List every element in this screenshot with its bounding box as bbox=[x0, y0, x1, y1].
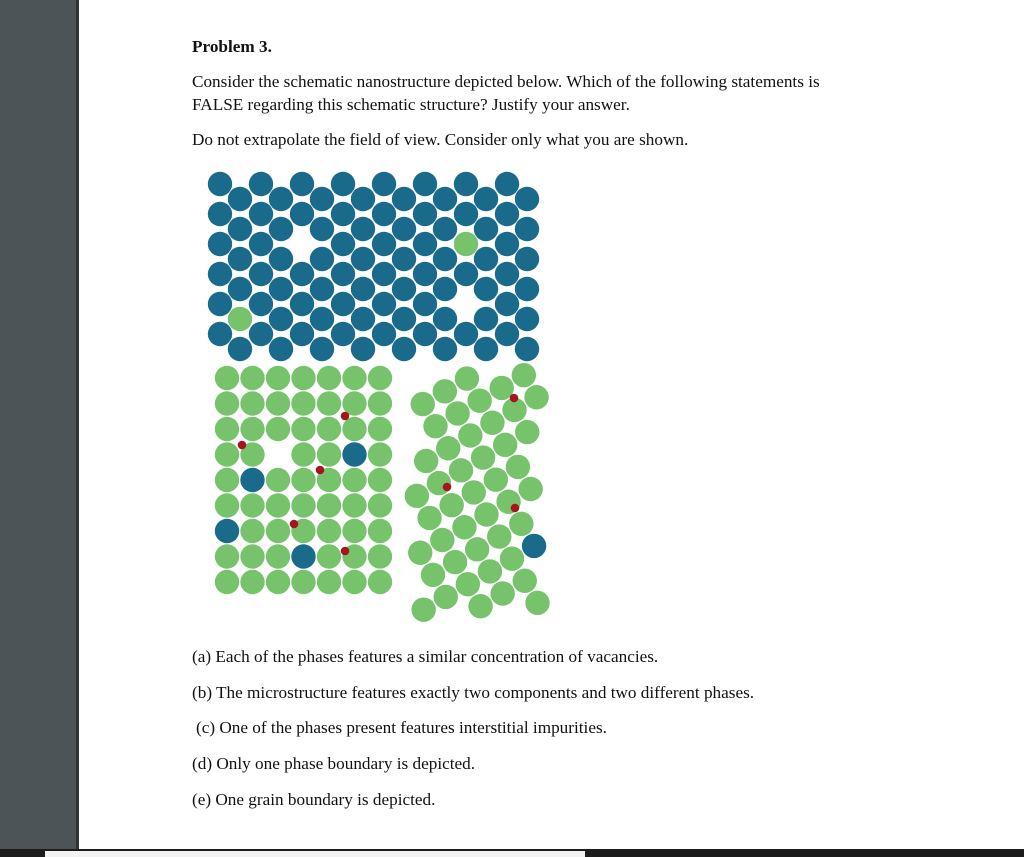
host-atom bbox=[331, 202, 355, 226]
host-atom bbox=[215, 493, 239, 517]
host-atom bbox=[413, 322, 437, 346]
host-atom bbox=[290, 262, 314, 286]
host-atom bbox=[474, 307, 498, 331]
host-atom bbox=[331, 172, 355, 196]
host-atom bbox=[454, 202, 478, 226]
host-atom bbox=[240, 391, 264, 415]
host-atom bbox=[240, 417, 264, 441]
host-atom bbox=[433, 247, 457, 271]
host-atom bbox=[351, 217, 375, 241]
host-atom bbox=[331, 262, 355, 286]
host-atom bbox=[436, 436, 460, 460]
host-atom bbox=[468, 594, 492, 618]
interstitial-impurity bbox=[510, 394, 519, 403]
host-atom bbox=[317, 366, 341, 390]
host-atom bbox=[269, 307, 293, 331]
host-atom bbox=[317, 570, 341, 594]
host-atom bbox=[331, 322, 355, 346]
host-atom bbox=[454, 172, 478, 196]
instruction-text: Do not extrapolate the field of view. Consider only what you are shown. bbox=[192, 130, 689, 149]
substitutional-atom bbox=[240, 468, 264, 492]
host-atom bbox=[515, 307, 539, 331]
substitutional-atom bbox=[454, 232, 478, 256]
host-atom bbox=[331, 292, 355, 316]
host-atom bbox=[413, 292, 437, 316]
option-e: (e) One grain boundary is depicted. bbox=[192, 790, 436, 809]
option-b: (b) The microstructure features exactly two components and two different phases. bbox=[192, 683, 755, 702]
host-atom bbox=[474, 277, 498, 301]
host-atom bbox=[208, 262, 232, 286]
host-atom bbox=[342, 570, 366, 594]
host-atom bbox=[515, 277, 539, 301]
host-atom bbox=[452, 515, 476, 539]
interstitial-impurity bbox=[238, 441, 247, 450]
host-atom bbox=[454, 262, 478, 286]
host-atom bbox=[515, 217, 539, 241]
interstitial-impurity bbox=[511, 504, 520, 513]
host-atom bbox=[266, 544, 290, 568]
host-atom bbox=[474, 502, 498, 526]
host-atom bbox=[208, 232, 232, 256]
host-atom bbox=[351, 307, 375, 331]
host-atom bbox=[493, 433, 517, 457]
host-atom bbox=[368, 544, 392, 568]
host-atom bbox=[208, 292, 232, 316]
host-atom bbox=[458, 423, 482, 447]
host-atom bbox=[310, 337, 334, 361]
host-atom bbox=[478, 559, 502, 583]
host-atom bbox=[317, 544, 341, 568]
host-atom bbox=[474, 217, 498, 241]
host-atom bbox=[208, 172, 232, 196]
host-atom bbox=[317, 442, 341, 466]
host-atom bbox=[474, 187, 498, 211]
host-atom bbox=[317, 391, 341, 415]
host-atom bbox=[433, 337, 457, 361]
host-atom bbox=[368, 468, 392, 492]
scrollbar-thumb[interactable] bbox=[45, 851, 585, 857]
host-atom bbox=[291, 417, 315, 441]
host-atom bbox=[215, 417, 239, 441]
host-atom bbox=[310, 187, 334, 211]
host-atom bbox=[372, 262, 396, 286]
host-atom bbox=[291, 442, 315, 466]
host-atom bbox=[215, 570, 239, 594]
viewer-sidebar bbox=[0, 0, 78, 857]
host-atom bbox=[310, 247, 334, 271]
host-atom bbox=[317, 519, 341, 543]
host-atom bbox=[474, 337, 498, 361]
host-atom bbox=[368, 519, 392, 543]
substitutional-atom bbox=[228, 307, 252, 331]
host-atom bbox=[368, 366, 392, 390]
interstitial-impurity bbox=[341, 412, 350, 421]
host-atom bbox=[240, 493, 264, 517]
host-atom bbox=[331, 232, 355, 256]
host-atom bbox=[495, 202, 519, 226]
host-atom bbox=[290, 292, 314, 316]
host-atom bbox=[433, 307, 457, 331]
host-atom bbox=[342, 366, 366, 390]
host-atom bbox=[368, 417, 392, 441]
host-atom bbox=[462, 480, 486, 504]
host-atom bbox=[467, 388, 491, 412]
host-atom bbox=[495, 262, 519, 286]
host-atom bbox=[290, 172, 314, 196]
question-line-1: Consider the schematic nanostructure depicted below. Which of the following statements is bbox=[192, 72, 820, 91]
host-atom bbox=[215, 468, 239, 492]
host-atom bbox=[372, 292, 396, 316]
host-atom bbox=[421, 563, 445, 587]
host-atom bbox=[434, 585, 458, 609]
host-atom bbox=[515, 420, 539, 444]
host-atom bbox=[249, 172, 273, 196]
host-atom bbox=[525, 591, 549, 615]
host-atom bbox=[509, 512, 533, 536]
host-atom bbox=[290, 202, 314, 226]
host-atom bbox=[249, 262, 273, 286]
host-atom bbox=[484, 467, 508, 491]
host-atom bbox=[413, 202, 437, 226]
host-atom bbox=[512, 363, 536, 387]
nanostructure-figure bbox=[205, 170, 550, 625]
host-atom bbox=[215, 366, 239, 390]
host-atom bbox=[266, 493, 290, 517]
host-atom bbox=[215, 391, 239, 415]
host-atom bbox=[495, 232, 519, 256]
host-atom bbox=[351, 337, 375, 361]
host-atom bbox=[310, 307, 334, 331]
substitutional-atom bbox=[342, 442, 366, 466]
host-atom bbox=[342, 468, 366, 492]
host-atom bbox=[269, 217, 293, 241]
host-atom bbox=[291, 468, 315, 492]
host-atom bbox=[515, 187, 539, 211]
host-atom bbox=[405, 484, 429, 508]
host-atom bbox=[269, 277, 293, 301]
host-atom bbox=[474, 247, 498, 271]
host-atom bbox=[433, 379, 457, 403]
host-atom bbox=[490, 581, 514, 605]
host-atom bbox=[317, 493, 341, 517]
host-atom bbox=[351, 187, 375, 211]
host-atom bbox=[515, 247, 539, 271]
host-atom bbox=[266, 519, 290, 543]
host-atom bbox=[249, 202, 273, 226]
host-atom bbox=[454, 322, 478, 346]
host-atom bbox=[291, 391, 315, 415]
problem-title: Problem 3. bbox=[192, 37, 272, 56]
host-atom bbox=[228, 247, 252, 271]
host-atom bbox=[249, 292, 273, 316]
host-atom bbox=[215, 544, 239, 568]
substitutional-atom bbox=[291, 544, 315, 568]
host-atom bbox=[372, 322, 396, 346]
substitutional-atom bbox=[215, 519, 239, 543]
host-atom bbox=[372, 232, 396, 256]
host-atom bbox=[392, 337, 416, 361]
host-atom bbox=[368, 493, 392, 517]
host-atom bbox=[269, 337, 293, 361]
host-atom bbox=[342, 519, 366, 543]
host-atom bbox=[433, 277, 457, 301]
host-atom bbox=[495, 172, 519, 196]
host-atom bbox=[368, 570, 392, 594]
host-atom bbox=[368, 442, 392, 466]
host-atom bbox=[439, 493, 463, 517]
host-atom bbox=[240, 519, 264, 543]
host-atom bbox=[317, 417, 341, 441]
host-atom bbox=[310, 277, 334, 301]
host-atom bbox=[392, 187, 416, 211]
host-atom bbox=[269, 187, 293, 211]
host-atom bbox=[524, 385, 548, 409]
host-atom bbox=[413, 172, 437, 196]
host-atom bbox=[445, 401, 469, 425]
host-atom bbox=[433, 187, 457, 211]
host-atom bbox=[372, 172, 396, 196]
host-atom bbox=[228, 277, 252, 301]
host-atom bbox=[291, 366, 315, 390]
host-atom bbox=[310, 217, 334, 241]
host-atom bbox=[228, 217, 252, 241]
host-atom bbox=[455, 366, 479, 390]
host-atom bbox=[240, 570, 264, 594]
option-d: (d) Only one phase boundary is depicted. bbox=[192, 754, 476, 773]
host-atom bbox=[372, 202, 396, 226]
host-atom bbox=[215, 442, 239, 466]
host-atom bbox=[487, 524, 511, 548]
host-atom bbox=[392, 307, 416, 331]
option-a: (a) Each of the phases features a similar concentration of vacancies. bbox=[192, 647, 659, 666]
host-atom bbox=[240, 366, 264, 390]
host-atom bbox=[414, 449, 438, 473]
host-atom bbox=[266, 366, 290, 390]
host-atom bbox=[408, 541, 432, 565]
question-line-2: FALSE regarding this schematic structure? Justify your answer. bbox=[192, 95, 630, 114]
host-atom bbox=[208, 202, 232, 226]
option-c: (c) One of the phases present features interstitial impurities. bbox=[196, 718, 607, 737]
host-atom bbox=[342, 493, 366, 517]
host-atom bbox=[269, 247, 293, 271]
host-atom bbox=[291, 570, 315, 594]
host-atom bbox=[266, 391, 290, 415]
host-atom bbox=[413, 232, 437, 256]
host-atom bbox=[411, 392, 435, 416]
host-atom bbox=[513, 569, 537, 593]
host-atom bbox=[228, 187, 252, 211]
host-atom bbox=[495, 292, 519, 316]
host-atom bbox=[518, 477, 542, 501]
host-atom bbox=[430, 528, 454, 552]
host-atom bbox=[449, 458, 473, 482]
interstitial-impurity bbox=[316, 466, 325, 475]
host-atom bbox=[291, 493, 315, 517]
host-atom bbox=[266, 417, 290, 441]
host-atom bbox=[465, 537, 489, 561]
interstitial-impurity bbox=[341, 547, 350, 556]
host-atom bbox=[266, 468, 290, 492]
host-atom bbox=[443, 550, 467, 574]
host-atom bbox=[368, 391, 392, 415]
host-atom bbox=[506, 455, 530, 479]
substitutional-atom bbox=[522, 534, 546, 558]
host-atom bbox=[392, 277, 416, 301]
host-atom bbox=[500, 546, 524, 570]
host-atom bbox=[392, 247, 416, 271]
host-atom bbox=[456, 572, 480, 596]
host-atom bbox=[266, 570, 290, 594]
host-atom bbox=[413, 262, 437, 286]
host-atom bbox=[480, 411, 504, 435]
interstitial-impurity bbox=[290, 520, 299, 529]
host-atom bbox=[433, 217, 457, 241]
host-atom bbox=[471, 445, 495, 469]
host-atom bbox=[351, 277, 375, 301]
host-atom bbox=[249, 232, 273, 256]
host-atom bbox=[515, 337, 539, 361]
host-atom bbox=[423, 414, 447, 438]
interstitial-impurity bbox=[443, 483, 452, 492]
host-atom bbox=[228, 337, 252, 361]
host-atom bbox=[208, 322, 232, 346]
host-atom bbox=[417, 506, 441, 530]
host-atom bbox=[240, 544, 264, 568]
host-atom bbox=[249, 322, 273, 346]
host-atom bbox=[411, 597, 435, 621]
host-atom bbox=[495, 322, 519, 346]
host-atom bbox=[342, 417, 366, 441]
host-atom bbox=[351, 247, 375, 271]
host-atom bbox=[392, 217, 416, 241]
host-atom bbox=[290, 322, 314, 346]
